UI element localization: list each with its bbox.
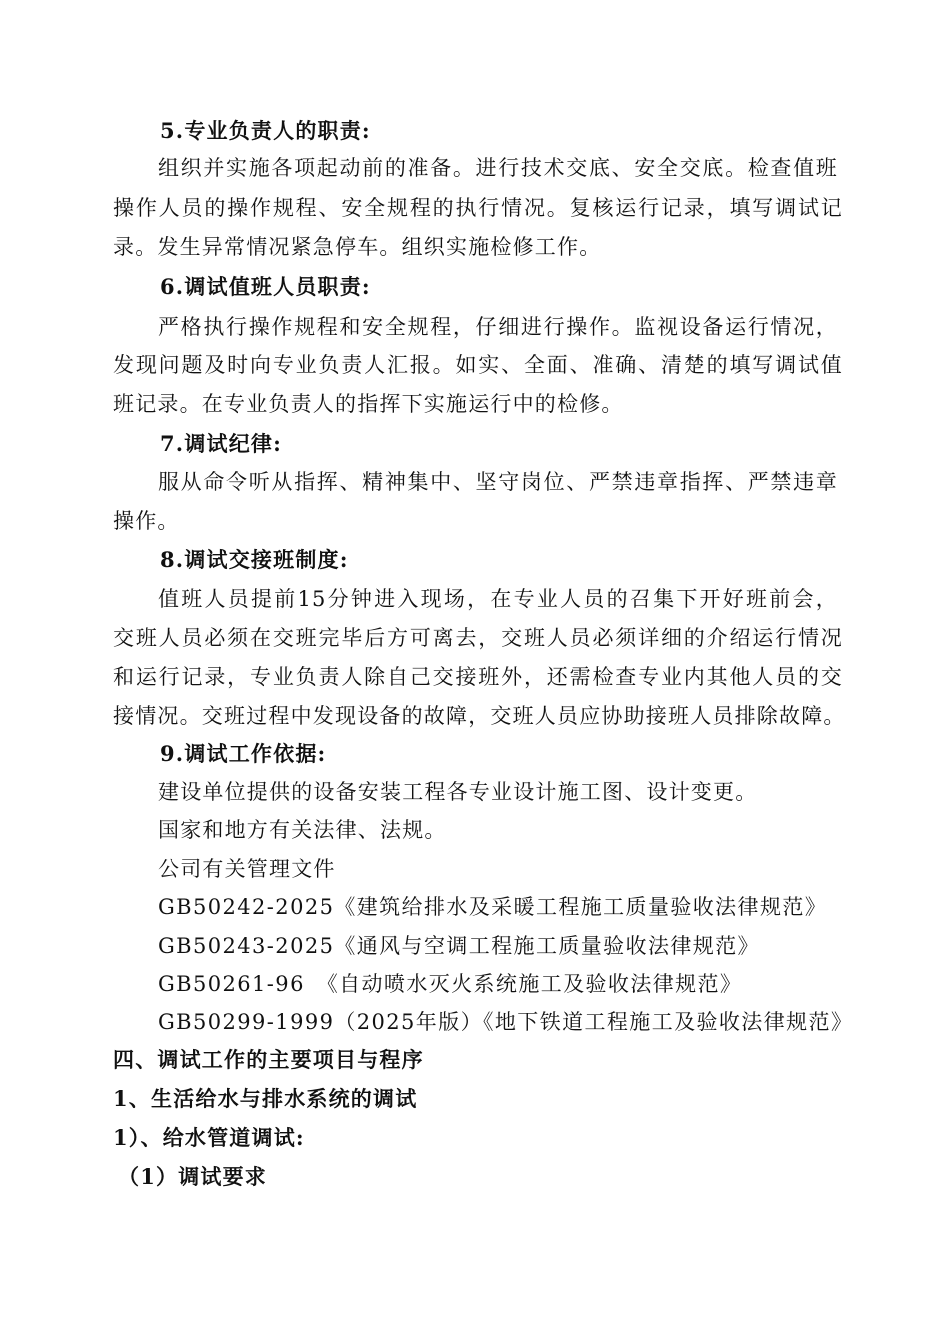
paragraph-line: 发现问题及时向专业负责人汇报。如实、全面、准确、清楚的填写调试值 xyxy=(113,353,843,377)
section-heading-7: 7.调试纪律: xyxy=(160,431,283,456)
paragraph-line: 严格执行操作规程和安全规程，仔细进行操作。监视设备运行情况， xyxy=(158,315,838,339)
paragraph-line: 组织并实施各项起动前的准备。进行技术交底、安全交底。检查值班 xyxy=(158,156,838,180)
sub-item-heading: （1）调试要求 xyxy=(118,1164,268,1189)
item-heading: 1）、给水管道调试: xyxy=(113,1125,305,1150)
paragraph-line: 录。发生异常情况紧急停车。组织实施检修工作。 xyxy=(113,235,602,259)
section-heading-5: 5.专业负责人的职责: xyxy=(160,118,371,143)
reference-line: 建设单位提供的设备安装工程各专业设计施工图、设计变更。 xyxy=(158,780,758,804)
section-heading-9: 9.调试工作依据: xyxy=(160,741,327,766)
subsection-heading: 1、生活给水与排水系统的调试 xyxy=(113,1086,418,1111)
paragraph-line: 班记录。在专业负责人的指挥下实施运行中的检修。 xyxy=(113,392,624,416)
paragraph-line: 服从命令听从指挥、精神集中、坚守岗位、严禁违章指挥、严禁违章 xyxy=(158,470,838,494)
standard-reference: GB50242-2025《建筑给排水及采暖工程施工质量验收法律规范》 xyxy=(158,895,828,919)
paragraph-line: 和运行记录，专业负责人除自己交接班外，还需检查专业内其他人员的交 xyxy=(113,665,843,689)
chapter-heading: 四、调试工作的主要项目与程序 xyxy=(113,1047,424,1072)
standard-reference: GB50261-96 《自动喷水灭火系统施工及验收法律规范》 xyxy=(158,972,743,996)
paragraph-line: 接情况。交班过程中发现设备的故障，交班人员应协助接班人员排除故障。 xyxy=(113,704,846,728)
paragraph-line: 值班人员提前15分钟进入现场，在专业人员的召集下开好班前会， xyxy=(158,587,838,611)
paragraph-line: 操作。 xyxy=(113,509,180,533)
section-heading-8: 8.调试交接班制度: xyxy=(160,547,349,572)
standard-reference: GB50299-1999（2025年版）《地下铁道工程施工及验收法律规范》 xyxy=(158,1010,854,1034)
section-heading-6: 6.调试值班人员职责: xyxy=(160,274,371,299)
standard-reference: GB50243-2025《通风与空调工程施工质量验收法律规范》 xyxy=(158,934,760,958)
reference-line: 国家和地方有关法律、法规。 xyxy=(158,818,447,842)
reference-line: 公司有关管理文件 xyxy=(158,857,336,881)
paragraph-line: 操作人员的操作规程、安全规程的执行情况。复核运行记录，填写调试记 xyxy=(113,196,843,220)
paragraph-line: 交班人员必须在交班完毕后方可离去，交班人员必须详细的介绍运行情况 xyxy=(113,626,843,650)
